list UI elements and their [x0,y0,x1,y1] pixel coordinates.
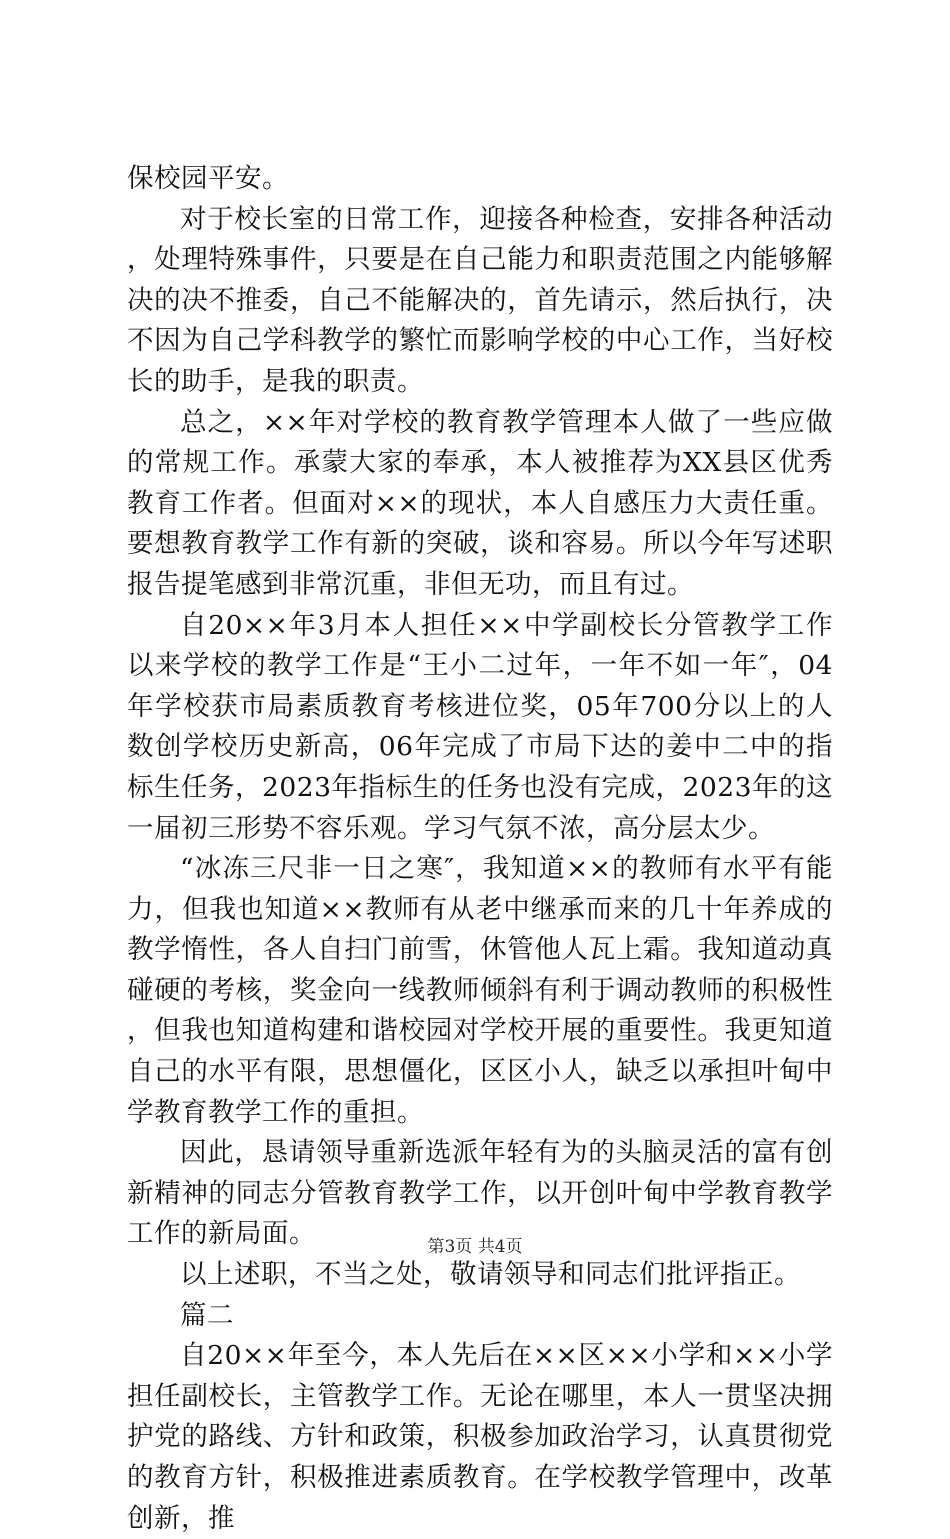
paragraph-7: 以上述职，不当之处，敬请领导和同志们批评指正。 [180,1259,801,1291]
paragraph-1: 保校园平安。 [127,163,289,194]
paragraph-6: 因此，恳请领导重新选派年轻有为的头脑灵活的富有创新精神的同志分管教育教学工作，以开创叶甸中学教育教学工作的新局面。 [127,1137,833,1250]
section-heading: 篇二 [180,1299,234,1331]
paragraph-2: 对于校长室的日常工作，迎接各种检查，安排各种活动，处理特殊事件，只要是在自己能力和职责范围之内能够解决的决不推委，自己不能解决的，首先请示，然后执行，决不因为自己学科教学的繁忙而影响学校的中心工作，当好校长的助手，是我的职责。 [127,203,833,397]
paragraph-3: 总之，××年对学校的教育教学管理本人做了一些应做的常规工作。承蒙大家的奉承，本人被推荐为XX县区优秀教育工作者。但面对××的现状，本人自感压力大责任重。要想教育教学工作有新的突破，谈和容易。所以今年写述职报告提笔感到非常沉重，非但无功，而且有过。 [127,406,833,600]
paragraph-4: 自20××年3月本人担任××中学副校长分管教学工作以来学校的教学工作是“王小二过年，一年不如一年″，04年学校获市局素质教育考核进位奖，05年700分以上的人数创学校历史新高，06年完成了市局下达的姜中二中的指标生任务，2023年指标生的任务也没有完成，2023年的这一届初三形势不容乐观。学习气氛不浓，高分层太少。 [127,609,833,844]
paragraph-5: “冰冻三尺非一日之寒″，我知道××的教师有水平有能力，但我也知道××教师有从老中继承而来的几十年养成的教学惰性，各人自扫门前雪，休管他人瓦上霜。我知道动真碰硬的考核，奖金向一线教师倾斜有利于调动教师的积极性，但我也知道构建和谐校园对学校开展的重要性。我更知道自己的水平有限，思想僵化，区区小人，缺乏以承担叶甸中学教育教学工作的重担。 [127,853,833,1128]
page-footer: 第3页 共4页 [427,1237,523,1257]
paragraph-9: 自20××年至今，本人先后在××区××小学和××小学担任副校长，主管教学工作。无论在哪里，本人一贯坚决拥护党的路线、方针和政策，积极参加政治学习，认真贯彻党的教育方针，积极推进素质教育。在学校教学管理中，改革创新，推 [127,1340,833,1534]
document-body [127,159,833,1539]
